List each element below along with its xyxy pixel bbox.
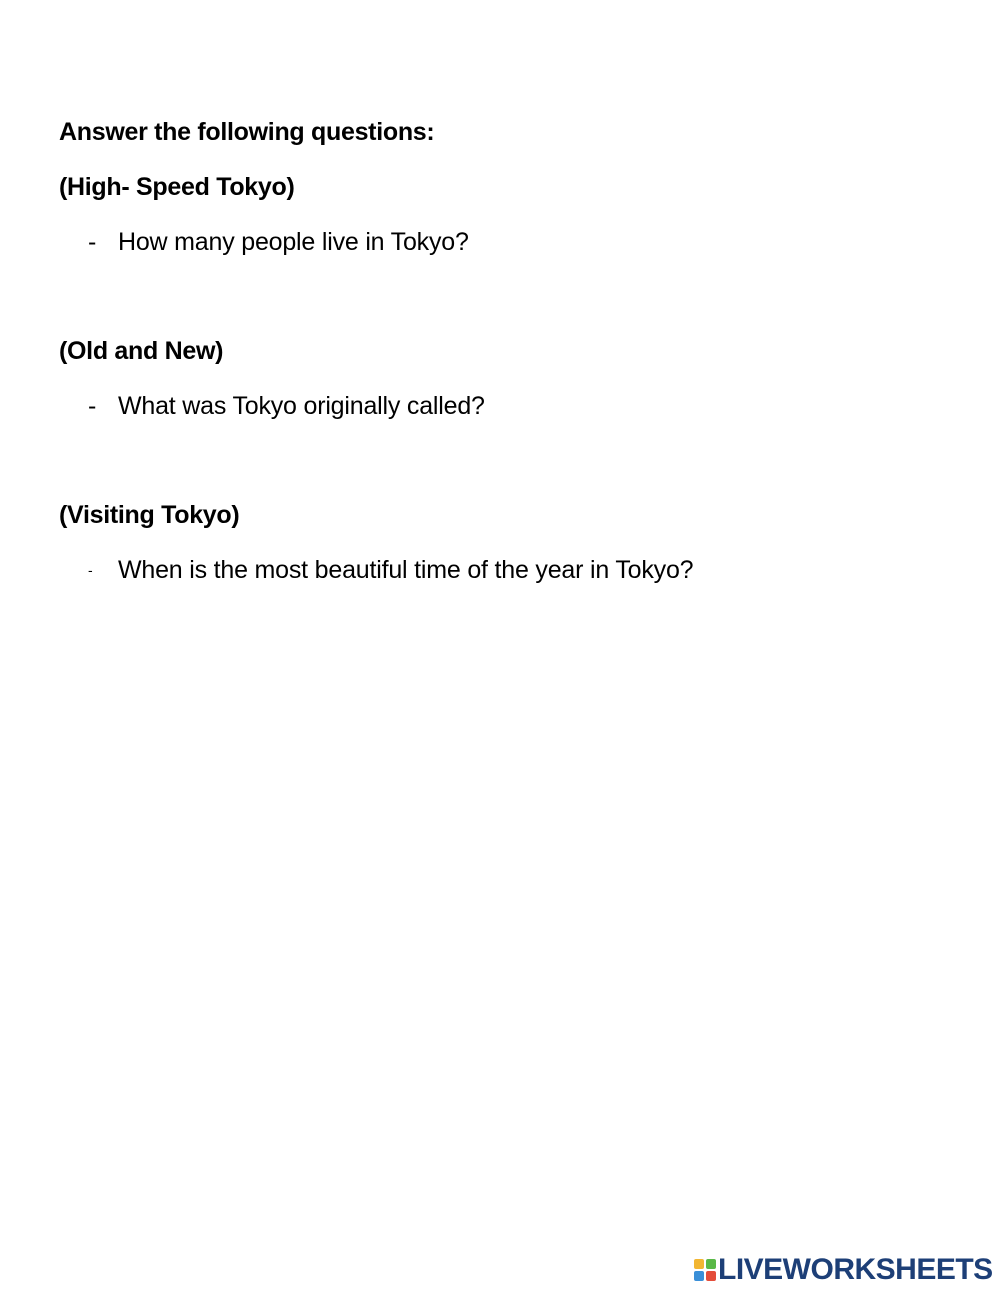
- bullet-dash: -: [88, 562, 93, 578]
- section-title-visiting-tokyo: (Visiting Tokyo): [59, 501, 240, 529]
- logo-square-icon: [694, 1259, 704, 1269]
- question-text: When is the most beautiful time of the year in Tokyo?: [118, 556, 694, 584]
- question-text: How many people live in Tokyo?: [118, 228, 469, 256]
- logo-mark-icon: [694, 1259, 716, 1281]
- section-title-high-speed-tokyo: (High- Speed Tokyo): [59, 173, 295, 201]
- section-title-old-and-new: (Old and New): [59, 337, 224, 365]
- logo-square-icon: [706, 1271, 716, 1281]
- liveworksheets-logo: [694, 1254, 993, 1286]
- logo-square-icon: [694, 1271, 704, 1281]
- bullet-dash: -: [88, 392, 97, 420]
- question-item: [88, 391, 485, 421]
- logo-text: LIVEWORKSHEETS: [718, 1253, 993, 1286]
- instruction-heading: Answer the following questions:: [59, 118, 435, 146]
- question-item: [88, 227, 469, 257]
- question-text: What was Tokyo originally called?: [118, 392, 485, 420]
- bullet-dash: -: [88, 228, 97, 256]
- logo-square-icon: [706, 1259, 716, 1269]
- question-item: [88, 555, 693, 585]
